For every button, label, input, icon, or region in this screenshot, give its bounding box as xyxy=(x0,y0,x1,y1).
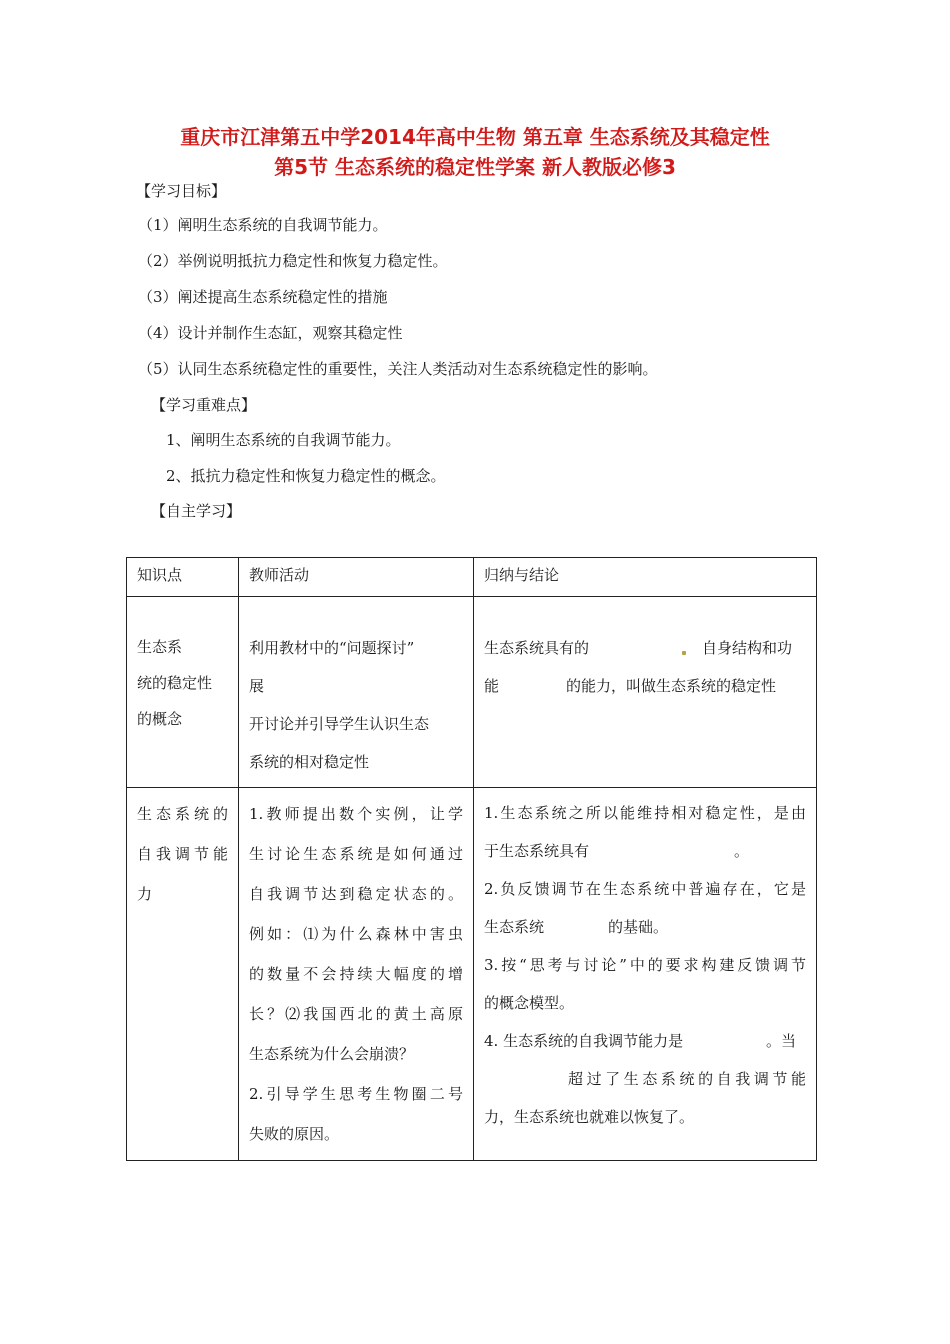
teacher-line: 利用教材中的“问题探讨” xyxy=(249,639,415,657)
teacher-line: 开讨论并引导学生认识生态 xyxy=(249,715,430,733)
conclusion-line: 的概念模型。 xyxy=(484,994,575,1012)
teacher-line: 2.引导学生思考生物圈二号 xyxy=(249,1085,463,1103)
self-study-heading: 【自主学习】 xyxy=(151,502,242,520)
topic-line: 的概念 xyxy=(137,710,183,728)
conclusion-text: 。当 xyxy=(766,1032,797,1050)
conclusion-line: 2.负反馈调节在生态系统中普遍存在，它是 xyxy=(484,880,806,898)
conclusion-line xyxy=(484,667,806,705)
topic-cell xyxy=(127,597,239,788)
conclusion-line xyxy=(484,832,806,870)
teacher-line: 生讨论生态系统是如何通过 xyxy=(249,845,463,863)
conclusion-line: 力，生态系统也就难以恢复了。 xyxy=(484,1108,695,1126)
table-row xyxy=(127,788,817,1161)
conclusion-line: 1.生态系统之所以能维持相对稳定性，是由 xyxy=(484,804,806,822)
study-table xyxy=(126,557,817,1161)
header-cell-conclusion: 归纳与结论 xyxy=(474,558,817,597)
conclusion-text: 的基础。 xyxy=(608,918,669,936)
blank-mark xyxy=(682,651,686,655)
conclusion-text: 自身结构和功 xyxy=(702,639,793,657)
key-points-heading: 【学习重难点】 xyxy=(151,396,257,414)
objective-item: （2）举例说明抵抗力稳定性和恢复力稳定性。 xyxy=(138,252,448,270)
table-header-row xyxy=(127,558,817,597)
conclusion-line xyxy=(484,908,806,946)
header-cell-topic: 知识点 xyxy=(127,558,239,597)
teacher-line: 失败的原因。 xyxy=(249,1125,340,1143)
conclusion-text: 的能力，叫做生态系统的稳定性 xyxy=(566,677,777,695)
teacher-activity-cell xyxy=(239,788,474,1161)
objective-item: （1）阐明生态系统的自我调节能力。 xyxy=(138,216,388,234)
teacher-line: 1.教师提出数个实例，让学 xyxy=(249,805,463,823)
conclusion-line xyxy=(484,1022,806,1060)
conclusion-text: 4. 生态系统的自我调节能力是 xyxy=(484,1032,684,1050)
document-title-line-1: 重庆市江津第五中学2014年高中生物 第五章 生态系统及其稳定性 xyxy=(180,125,770,149)
key-point-item: 1、阐明生态系统的自我调节能力。 xyxy=(166,431,401,449)
topic-cell xyxy=(127,788,239,1161)
teacher-line: 的数量不会持续大幅度的增 xyxy=(249,965,463,983)
conclusion-cell xyxy=(474,788,817,1161)
header-cell-teacher: 教师活动 xyxy=(239,558,474,597)
conclusion-text: 生态系统 xyxy=(484,918,545,936)
objective-item: （3）阐述提高生态系统稳定性的措施 xyxy=(138,288,388,306)
teacher-line: 展 xyxy=(249,677,265,695)
topic-line: 自我调节能 xyxy=(137,845,228,863)
document-title-line-2: 第5节 生态系统的稳定性学案 新人教版必修3 xyxy=(274,155,676,179)
teacher-line: 生态系统为什么会崩溃？ xyxy=(249,1045,415,1063)
conclusion-cell xyxy=(474,597,817,788)
conclusion-text: 生态系统具有的 xyxy=(484,639,590,657)
conclusion-line: 超过了生态系统的自我调节能 xyxy=(568,1070,806,1088)
conclusion-text: 。 xyxy=(734,842,750,860)
teacher-line: 长？⑵我国西北的黄土高原 xyxy=(249,1005,463,1023)
key-point-item: 2、抵抗力稳定性和恢复力稳定性的概念。 xyxy=(166,467,446,485)
conclusion-text: 能 xyxy=(484,677,500,695)
topic-line: 生态系统的 xyxy=(137,805,228,823)
topic-line: 力 xyxy=(137,885,153,903)
teacher-line: 自我调节达到稳定状态的。 xyxy=(249,885,463,903)
conclusion-line xyxy=(484,629,806,667)
conclusion-line: 3.按“思考与讨论”中的要求构建反馈调节 xyxy=(484,956,806,974)
objective-item: （4）设计并制作生态缸，观察其稳定性 xyxy=(138,324,403,342)
topic-line: 统的稳定性 xyxy=(137,674,213,692)
objectives-heading: 【学习目标】 xyxy=(136,182,227,200)
teacher-activity-cell xyxy=(239,597,474,788)
conclusion-text: 于生态系统具有 xyxy=(484,842,590,860)
table-row xyxy=(127,597,817,788)
teacher-line: 例如：⑴为什么森林中害虫 xyxy=(249,925,463,943)
teacher-line: 系统的相对稳定性 xyxy=(249,753,370,771)
topic-line: 生态系 xyxy=(137,638,183,656)
objective-item: （5）认同生态系统稳定性的重要性，关注人类活动对生态系统稳定性的影响。 xyxy=(138,360,658,378)
